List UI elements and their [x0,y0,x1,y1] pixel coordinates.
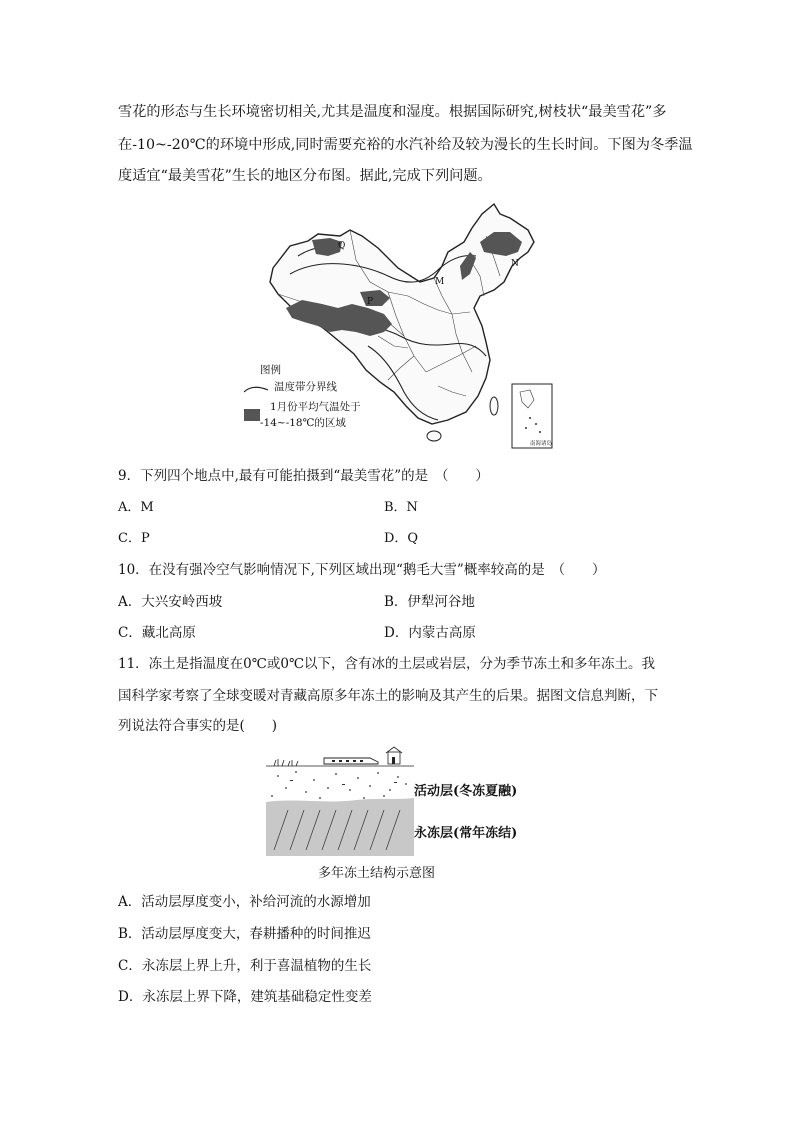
hainan-island [427,431,441,441]
train-icon [324,758,378,764]
active-layer-label: 活动层(冬冻夏融) [414,784,518,799]
figure-caption: 多年冻土结构示意图 [318,866,436,881]
permafrost-layer-label: 永冻层(常年冻结) [414,826,518,841]
south-sea-inset [512,384,552,448]
active-layer [266,767,414,803]
china-snow-map [238,196,558,452]
permafrost-diagram [266,744,414,856]
label-P: P [367,297,374,307]
house-icon [386,747,402,764]
q11-line-2: 国科学家考察了全球变暖对青藏高原多年冻土的影响及其产生的后果。据图文信息判断，下 [118,688,658,704]
intro-line-3: 度适宜“最美雪花”生长的地区分布图。据此,完成下列问题。 [118,168,492,184]
q10-option-a[interactable]: A．大兴安岭西坡 [118,594,223,610]
inset-label: 南海诸岛 [530,441,553,447]
label-M: M [435,277,445,287]
map-legend [244,363,361,429]
taiwan-island [490,397,498,415]
q10-stem: 10．在没有强冷空气影响情况下,下列区域出现“鹅毛大雪”概率较高的是 （ ） [118,562,606,578]
q10-option-b[interactable]: B．伊犁河谷地 [384,594,475,610]
q11-option-a[interactable]: A．活动层厚度变小，补给河流的水源增加 [118,894,371,910]
intro-line-1: 雪花的形态与生长环境密切相关,尤其是温度和湿度。根据国际研究,树枝状“最美雪花”多 [118,104,667,120]
q9-option-c[interactable]: C．P [118,531,150,546]
legend-area-symbol [244,409,260,421]
label-N: N [511,259,519,269]
q11-option-d[interactable]: D．永冻层上界下降，建筑基础稳定性变差 [118,989,372,1005]
q11-line-1: 11．冻土是指温度在0℃或0℃以下，含有冰的土层或岩层，分为季节冻土和多年冻土。我 [118,656,656,672]
permafrost-layer [266,798,414,856]
q9-stem: 9．下列四个地点中,最有可能拍摄到“最美雪花”的是 （ ） [118,468,489,484]
legend-area-label-2: -14~-18℃的区域 [260,417,346,429]
q9-option-a[interactable]: A．M [118,500,154,515]
label-Q: Q [338,241,346,251]
legend-title: 图例 [260,364,281,376]
q9-option-d[interactable]: D．Q [384,531,419,546]
intro-line-2: 在-10~-20℃的环境中形成,同时需要充裕的水汽补给及较为漫长的生长时间。下图为冬季温 [118,137,693,153]
legend-area-label-1: 1月份平均气温处于 [270,401,361,413]
legend-line-label: 温度带分界线 [274,381,337,393]
q10-option-c[interactable]: C．藏北高原 [118,625,196,641]
q11-option-c[interactable]: C．永冻层上界上升，利于喜温植物的生长 [118,958,372,974]
q9-option-b[interactable]: B．N [384,500,418,515]
q11-line-3: 列说法符合事实的是( ) [118,718,278,734]
q11-option-b[interactable]: B．活动层厚度变大，春耕播种的时间推迟 [118,926,371,942]
legend-line-symbol [244,387,268,392]
q10-option-d[interactable]: D．内蒙古高原 [384,625,476,641]
